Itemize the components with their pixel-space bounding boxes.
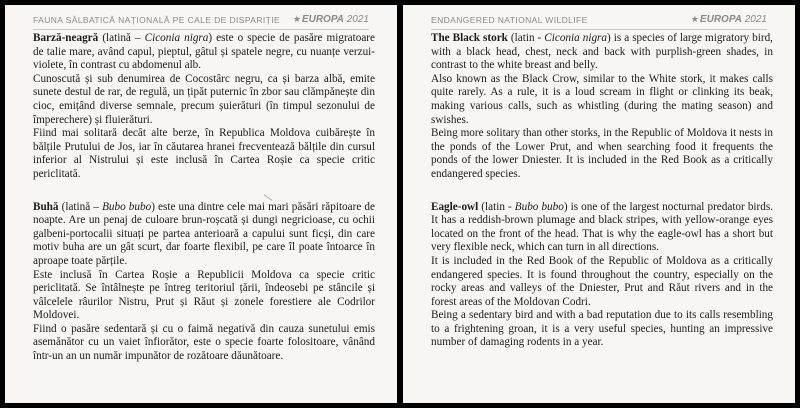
left-page-header: [33, 15, 369, 30]
stork-paragraph-ro-1: Barză-neagră (latină – Ciconia nigra) este o specie de pasăre migratoare de talie mare, având capul, pieptul, gâtul și spatele negre, cu nuanțe verzui-violete, în contrast cu abdomenul alb.: [33, 32, 376, 72]
stork-paragraph-en-2: Also known as the Black Crow, similar to the White stork, it makes calls quite rarely. As a rule, it is a loud scream in flight or clinking its beak, making various calls, such as whistling (during the mating season) and swishes.: [431, 72, 773, 126]
stork-paragraph-ro-3: Fiind mai solitară decât alte berze, în Republica Moldova cuibărește în bălțile Prutului de Jos, iar în căutarea hranei frecventează bălțile din cursul inferior al Nistrului și este inclusă în Cartea Roșie ca specie critic periclitată.: [33, 127, 375, 180]
left-europa-brand: ★EUROPA 2021: [292, 14, 369, 25]
owl-paragraph-ro-3: Fiind o pasăre sedentară și cu o faimă negativă din cauza sunetului emis asemănător cu un vaiet înfiorător, este o specie foarte folositoare, vânând într-un an un număr impunător de rozătoare dăunătoare.: [33, 322, 375, 363]
right-page: [403, 5, 795, 403]
right-header-title: ENDANGERED NATIONAL WILDLIFE: [431, 15, 588, 25]
right-page-header: [431, 15, 767, 30]
owl-name-ro: Buhă: [33, 200, 59, 213]
europa-star-icon: ★: [292, 14, 301, 24]
stork-latin-en: Ciconia nigra: [544, 32, 607, 44]
owl-paragraph-ro-2: Este inclusă în Cartea Roșie a Republicii Moldova ca specie critic periclitată. Se întâlnește pe întreg teritoriul țării, îndeosebi pe stâncile și vâlcelele râurilor Nistru, Prut și Răut și zonele forestiere ale Codrilor Moldovei.: [33, 268, 375, 322]
left-page-body: [33, 32, 375, 364]
right-europa-brand: ★EUROPA 2021: [690, 14, 767, 25]
owl-paragraph-en-1: Eagle-owl (latin - Bubo bubo) is one of the largest nocturnal predator birds. It has a reddish-brown plumage and black stripes, with yellow-orange eyes located on the front of the head. That is why the eagle-owl has a short but very flexible neck, which can turn in all directions.: [431, 200, 773, 254]
owl-name-en: Eagle-owl: [431, 200, 479, 213]
left-header-title: FAUNA SĂLBATICĂ NAȚIONALĂ PE CALE DE DISPARIȚIE: [33, 15, 281, 25]
stork-paragraph-ro-2: Cunoscută și sub denumirea de Cocostârc negru, ca și barza albă, emite sunete destul de rar, de regulă, un țipăt puternic în zbor sau clămpănește din cioc, emițând diverse semnale, precum șuierături (în timpul sezonului de împerechere) și fluierături.: [33, 72, 375, 126]
left-page: [5, 5, 397, 403]
stork-name-ro: Barză-neagră: [33, 32, 99, 44]
owl-latin-en: Bubo bubo: [514, 200, 564, 213]
owl-paragraph-en-3: Being a sedentary bird and with a bad reputation due to its calls resembling to a frightening groan, it is a very useful species, hunting an impressive number of damaging rodents in a year.: [431, 309, 773, 349]
owl-paragraph-en-2: It is included in the Red Book of the Republic of Moldova as a critically endangered species. It is found throughout the country, especially on the rocky areas and valleys of the Dniester, Prut and Răut rivers and in the forest areas of the Moldovan Codri.: [431, 254, 773, 308]
owl-latin-ro: Bubo bubo: [102, 200, 152, 213]
stork-name-en: The Black stork: [431, 32, 508, 44]
right-page-body: [431, 32, 773, 350]
europa-star-icon: ★: [690, 14, 699, 24]
owl-paragraph-ro-1: Buhă (latină – Bubo bubo) este una dintre cele mai mari păsări răpitoare de noapte. Are un penaj de culoare brun-roșcată și dungi negricioase, cu ochii galbeni-portocalii situați pe partea anterioară a capului sunt ficși, din care motiv buha are un gât scurt, dar foarte flexibil, pe care îl poate întoarce în aproape toate părțile.: [33, 200, 375, 267]
stork-paragraph-en-3: Being more solitary than other storks, in the Republic of Moldova it nests in the ponds of the Lower Prut, and when searching food it frequents the ponds of the lower Dniester. It is included in the Red Book as a critically endangered species.: [431, 127, 773, 180]
stork-latin-ro: Ciconia nigra: [144, 32, 209, 44]
stork-paragraph-en-1: The Black stork (latin - Ciconia nigra) is a species of large migratory bird, with a black head, chest, neck and back with purplish-green shades, in contrast to the white breast and belly.: [431, 32, 773, 72]
